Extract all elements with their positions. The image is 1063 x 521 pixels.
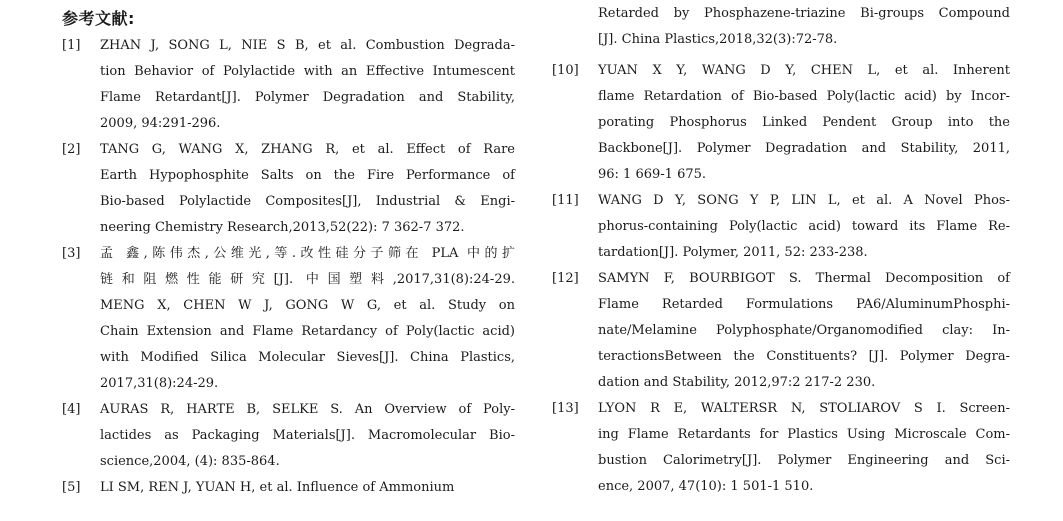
reference-line: YUAN X Y, WANG D Y, CHEN L, et al. Inherent xyxy=(598,63,1010,78)
reference-number: [1] xyxy=(62,38,81,53)
right-reference-list xyxy=(552,58,1010,500)
references-heading: 参考文献: xyxy=(62,9,135,28)
reference-entry xyxy=(552,396,1010,500)
reference-line: flame Retardation of Bio-based Poly(lactic acid) by Incor- xyxy=(598,89,1010,104)
reference-line: bustion Calorimetry[J]. Polymer Engineering and Sci- xyxy=(598,453,1010,468)
right-column xyxy=(552,6,1010,500)
reference-entry xyxy=(552,58,1010,188)
reference-line: Chain Extension and Flame Retardancy of Poly(lactic acid) xyxy=(100,324,515,339)
reference-line: SAMYN F, BOURBIGOT S. Thermal Decomposition of xyxy=(598,271,1010,286)
reference-line: 96: 1 669-1 675. xyxy=(598,167,707,182)
reference-line: Flame Retarded Formulations PA6/AluminumPhosphi- xyxy=(598,297,1010,312)
reference-entry xyxy=(62,241,515,397)
reference-line: with Modified Silica Molecular Sieves[J]. China Plastics, xyxy=(100,350,515,365)
reference-line: [J]. China Plastics,2018,32(3):72-78. xyxy=(598,32,838,47)
reference-line: 2009, 94:291-296. xyxy=(100,116,221,131)
reference-entry xyxy=(62,397,515,475)
reference-line: teractionsBetween the Constituents? [J]. Polymer Degra- xyxy=(598,349,1010,364)
left-column xyxy=(62,6,515,501)
reference-line: neering Chemistry Research,2013,52(22): 7 362-7 372. xyxy=(100,220,465,235)
reference-line: lactides as Packaging Materials[J]. Macromolecular Bio- xyxy=(100,428,515,443)
reference-number: [13] xyxy=(552,401,579,416)
reference-entry xyxy=(62,475,515,501)
reference-line: Backbone[J]. Polymer Degradation and Stability, 2011, xyxy=(598,141,1010,156)
reference-text xyxy=(598,188,1010,266)
reference-text xyxy=(598,396,1010,500)
reference-line: Retarded by Phosphazene-triazine Bi-groups Compound xyxy=(598,6,1010,21)
reference-text xyxy=(100,475,515,501)
reference-line: ence, 2007, 47(10): 1 501-1 510. xyxy=(598,479,814,494)
reference-text xyxy=(598,58,1010,188)
reference-text xyxy=(100,33,515,137)
reference-line: Earth Hypophosphite Salts on the Fire Performance of xyxy=(100,168,515,183)
reference-line: nate/Melamine Polyphosphate/Organomodified clay: In- xyxy=(598,323,1010,338)
reference-line: TANG G, WANG X, ZHANG R, et al. Effect of Rare xyxy=(100,142,515,157)
reference-line: porating Phosphorus Linked Pendent Group into the xyxy=(598,115,1010,130)
reference-number: [2] xyxy=(62,142,81,157)
reference-continuation xyxy=(552,6,1010,58)
reference-line: dation and Stability, 2012,97:2 217-2 230. xyxy=(598,375,876,390)
reference-line: 链和阻燃性能研究[J]. 中国塑料,2017,31(8):24-29. xyxy=(100,272,515,287)
reference-number: [10] xyxy=(552,63,579,78)
reference-line: LI SM, REN J, YUAN H, et al. Influence of Ammonium xyxy=(100,480,455,495)
reference-line: WANG D Y, SONG Y P, LIN L, et al. A Novel Phos- xyxy=(598,193,1010,208)
reference-line: Flame Retardant[J]. Polymer Degradation and Stability, xyxy=(100,90,515,105)
reference-line: phorus-containing Poly(lactic acid) toward its Flame Re- xyxy=(598,219,1010,234)
reference-line: MENG X, CHEN W J, GONG W G, et al. Study on xyxy=(100,298,515,313)
reference-number: [4] xyxy=(62,402,81,417)
reference-line: ing Flame Retardants for Plastics Using Microscale Com- xyxy=(598,427,1010,442)
reference-entry xyxy=(62,137,515,241)
reference-entry xyxy=(552,188,1010,266)
reference-number: [11] xyxy=(552,193,579,208)
reference-line: science,2004, (4): 835-864. xyxy=(100,454,280,469)
left-reference-list xyxy=(62,33,515,501)
reference-line: Bio-based Polylactide Composites[J], Industrial & Engi- xyxy=(100,194,515,209)
reference-text xyxy=(100,137,515,241)
reference-line: LYON R E, WALTERSR N, STOLIAROV S I. Screen- xyxy=(598,401,1010,416)
reference-entry xyxy=(552,266,1010,396)
reference-line: 2017,31(8):24-29. xyxy=(100,376,219,391)
reference-line: 孟 鑫,陈伟杰,公维光,等.改性硅分子筛在 PLA 中的扩 xyxy=(100,246,515,261)
reference-line: tion Behavior of Polylactide with an Effective Intumescent xyxy=(100,64,515,79)
reference-text xyxy=(100,397,515,475)
reference-entry xyxy=(62,33,515,137)
reference-text xyxy=(100,241,515,397)
reference-line: ZHAN J, SONG L, NIE S B, et al. Combustion Degrada- xyxy=(100,38,515,53)
reference-line: tardation[J]. Polymer, 2011, 52: 233-238. xyxy=(598,245,868,260)
reference-number: [3] xyxy=(62,246,81,261)
reference-text xyxy=(598,266,1010,396)
reference-number: [12] xyxy=(552,271,579,286)
reference-line: AURAS R, HARTE B, SELKE S. An Overview of Poly- xyxy=(100,402,515,417)
reference-number: [5] xyxy=(62,480,81,495)
